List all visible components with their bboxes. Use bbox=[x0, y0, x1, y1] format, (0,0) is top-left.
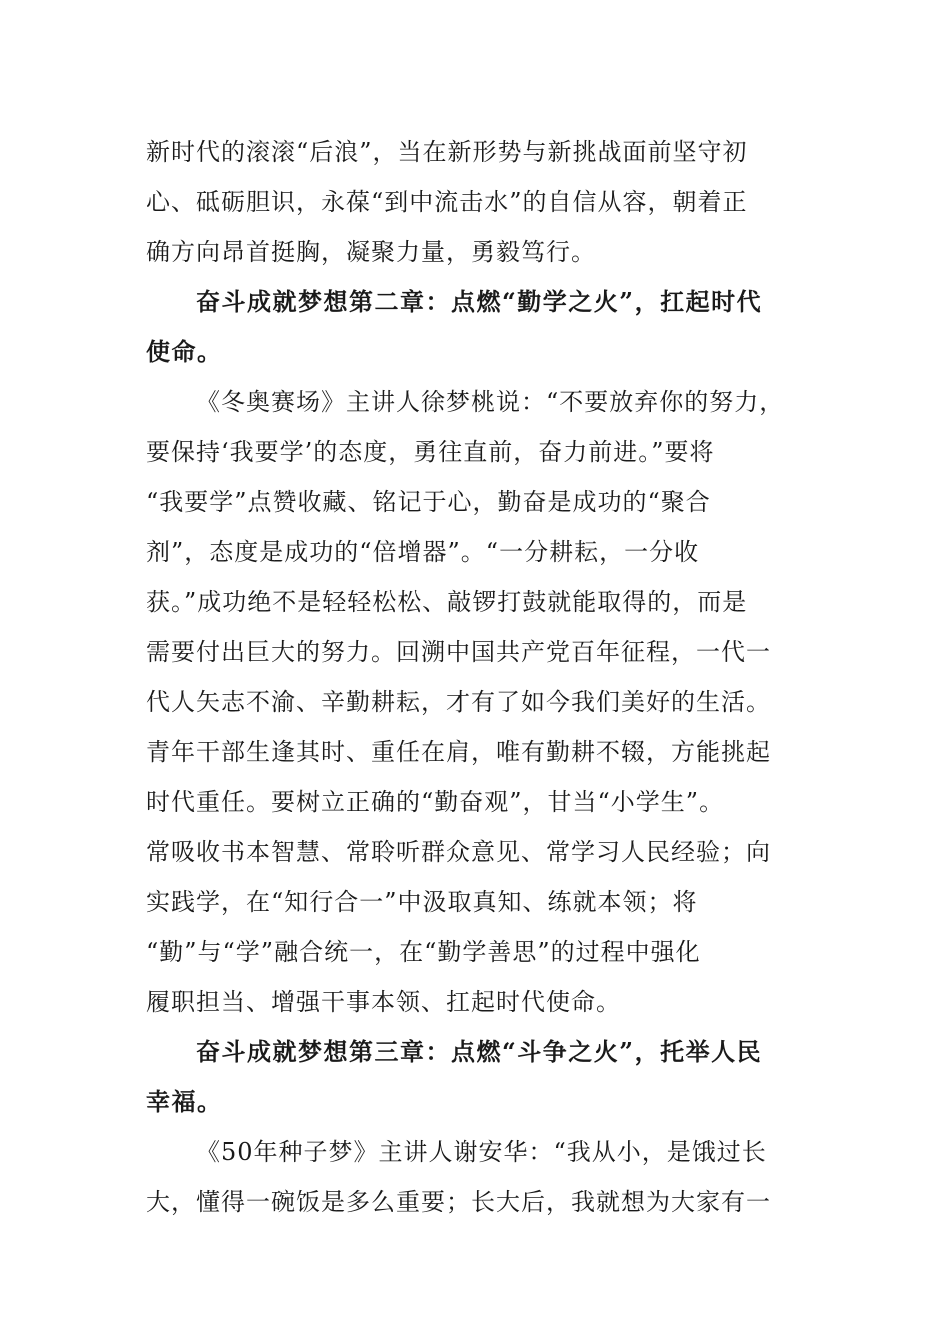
section-heading-2-cont: 使命。 bbox=[146, 337, 223, 366]
text-line: 时代重任。要树立正确的“勤奋观”，甘当“小学生”。 bbox=[146, 788, 725, 816]
text-line: 履职担当、增强干事本领、扛起时代使命。 bbox=[146, 988, 621, 1016]
text-line: 需要付出巨大的努力。回溯中国共产党百年征程，一代一 bbox=[146, 638, 771, 666]
text-line: 获。”成功绝不是轻轻松松、敲锣打鼓就能取得的，而是 bbox=[146, 588, 748, 616]
text-line: 《冬奥赛场》主讲人徐梦桃说：“不要放弃你的努力， bbox=[196, 388, 785, 416]
text-line: 常吸收书本智慧、常聆听群众意见、常学习人民经验；向 bbox=[146, 838, 771, 866]
text-line: 青年干部生逢其时、重任在肩，唯有勤耕不辍，方能挑起 bbox=[146, 738, 771, 766]
text-line: 确方向昂首挺胸，凝聚力量，勇毅笃行。 bbox=[146, 238, 596, 266]
text-line: 心、砥砺胆识，永葆“到中流击水”的自信从容，朝着正 bbox=[146, 188, 748, 216]
section-heading-2: 奋斗成就梦想第二章：点燃“勤学之火”，扛起时代 bbox=[196, 287, 763, 316]
text-line: 大，懂得一碗饭是多么重要；长大后，我就想为大家有一 bbox=[146, 1188, 771, 1216]
text-line: 新时代的滚滚“后浪”，当在新形势与新挑战面前坚守初 bbox=[146, 138, 748, 166]
text-line: 要保持‘我要学’的态度，勇往直前，奋力前进。”要将 bbox=[146, 438, 715, 466]
text-line: “勤”与“学”融合统一，在“勤学善思”的过程中强化 bbox=[146, 938, 701, 966]
text-line: “我要学”点赞收藏、铭记于心，勤奋是成功的“聚合 bbox=[146, 488, 711, 516]
section-heading-3-cont: 幸福。 bbox=[146, 1087, 223, 1116]
text-line: 实践学，在“知行合一”中汲取真知、练就本领；将 bbox=[146, 888, 698, 916]
section-heading-3: 奋斗成就梦想第三章：点燃“斗争之火”，托举人民 bbox=[196, 1037, 763, 1066]
text-line: 剂”，态度是成功的“倍增器”。“一分耕耘，一分收 bbox=[146, 538, 700, 566]
text-line: 代人矢志不渝、辛勤耕耘，才有了如今我们美好的生活。 bbox=[146, 688, 771, 716]
text-line: 《50年种子梦》主讲人谢安华：“我从小，是饿过长 bbox=[196, 1138, 767, 1166]
